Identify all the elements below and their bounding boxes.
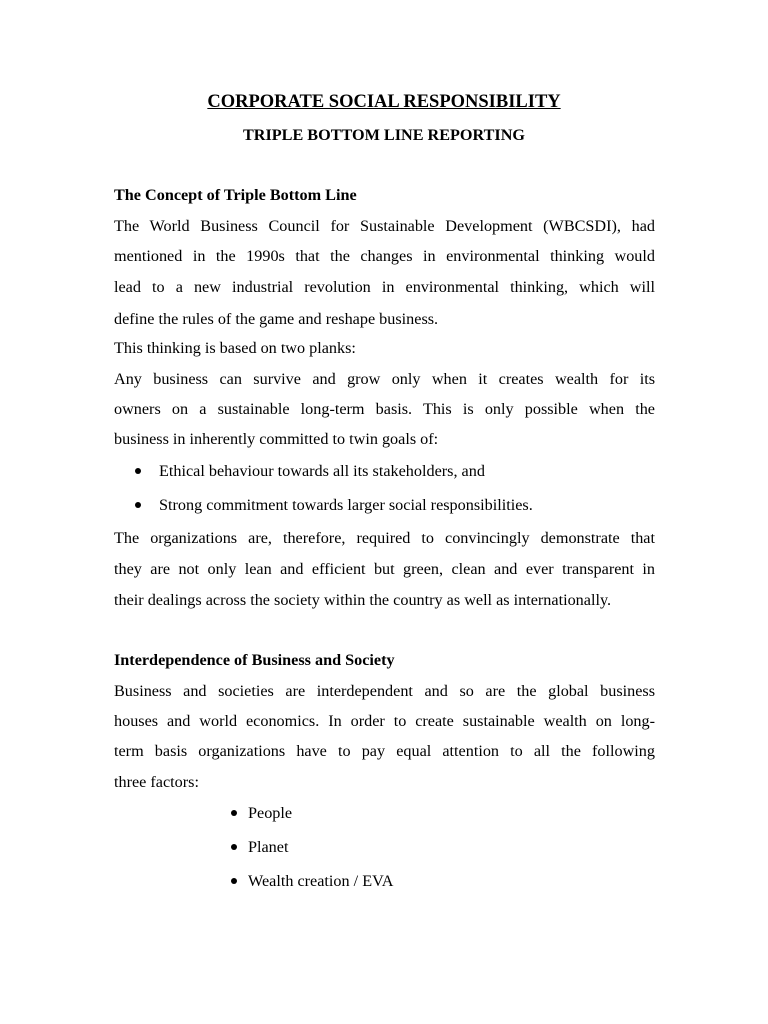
- bullet-icon: [231, 878, 237, 884]
- paragraph-line: business in inherently committed to twin goals of:: [114, 430, 439, 448]
- bullet-icon: [231, 844, 237, 850]
- paragraph-line: Business and societies are interdependent and so are the global business: [114, 682, 655, 700]
- document-title: CORPORATE SOCIAL RESPONSIBILITY: [207, 92, 561, 112]
- paragraph-line: owners on a sustainable long-term basis. This is only possible when the: [114, 400, 655, 418]
- bullet-text: People: [248, 804, 293, 822]
- paragraph-line: The World Business Council for Sustainable Development (WBCSDI), had: [114, 217, 655, 235]
- bullet-text: Wealth creation / EVA: [248, 872, 394, 890]
- paragraph-line: mentioned in the 1990s that the changes in environmental thinking would: [114, 247, 655, 265]
- paragraph-line: The organizations are, therefore, required to convincingly demonstrate that: [114, 529, 655, 547]
- bullet-text: Ethical behaviour towards all its stakeholders, and: [159, 462, 485, 480]
- paragraph-line: lead to a new industrial revolution in environmental thinking, which will: [114, 278, 655, 296]
- bullet-text: Strong commitment towards larger social responsibilities.: [159, 496, 533, 514]
- bullet-icon: [135, 468, 141, 474]
- paragraph-line: houses and world economics. In order to create sustainable wealth on long-: [114, 712, 655, 730]
- paragraph-line: three factors:: [114, 773, 199, 791]
- bullet-icon: [231, 810, 237, 816]
- section-heading-triple-bottom-line: The Concept of Triple Bottom Line: [114, 186, 357, 204]
- bullet-text: Planet: [248, 838, 289, 856]
- paragraph-line: This thinking is based on two planks:: [114, 339, 356, 357]
- bullet-icon: [135, 502, 141, 508]
- paragraph-line: their dealings across the society within the country as well as internationally.: [114, 591, 612, 609]
- document-subtitle: TRIPLE BOTTOM LINE REPORTING: [242, 126, 526, 144]
- paragraph-line: Any business can survive and grow only when it creates wealth for its: [114, 370, 655, 388]
- paragraph-line: define the rules of the game and reshape business.: [114, 310, 439, 328]
- paragraph-line: they are not only lean and efficient but green, clean and ever transparent in: [114, 560, 655, 578]
- section-heading-interdependence: Interdependence of Business and Society: [114, 651, 395, 669]
- paragraph-line: term basis organizations have to pay equal attention to all the following: [114, 742, 655, 760]
